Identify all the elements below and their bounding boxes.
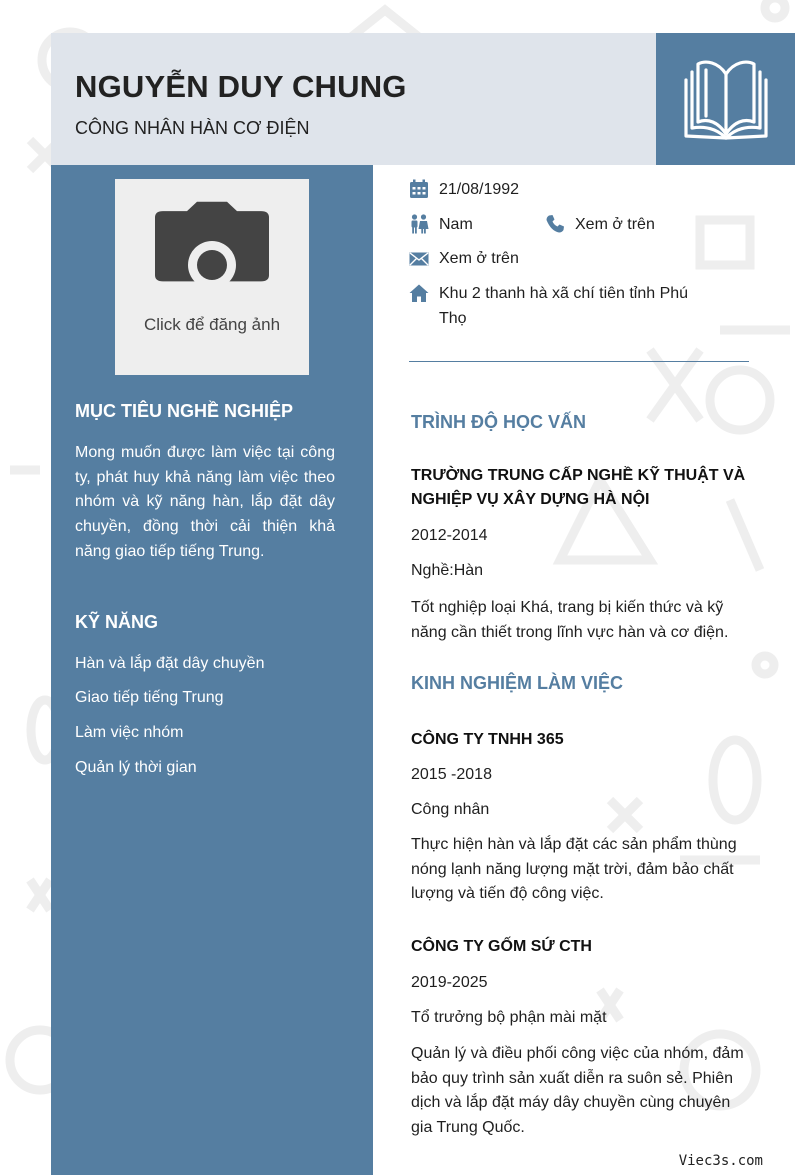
school-name[interactable]: TRƯỜNG TRUNG CẤP NGHỀ KỸ THUẬT VÀ NGHIỆP VỤ XÂY DỰNG HÀ NỘI — [411, 467, 746, 508]
skill-item[interactable]: Giao tiếp tiếng Trung — [75, 689, 224, 706]
main-content — [373, 165, 800, 1175]
objective-heading: MỤC TIÊU NGHỀ NGHIỆP — [75, 401, 294, 421]
gender-value[interactable]: Nam — [439, 216, 473, 233]
email-icon — [409, 249, 429, 269]
divider — [409, 361, 749, 362]
experience-heading: KINH NGHIỆM LÀM VIỆC — [411, 673, 624, 693]
header — [51, 33, 656, 165]
skill-item[interactable]: Làm việc nhóm — [75, 724, 184, 741]
job-description[interactable]: Quản lý và điều phối công việc của nhóm, đảm bảo quy trình sản xuất diễn ra suôn sẻ. Phiên dịch và lắp đặt máy dây chuyền cùng chuyên gia Trung Quốc. — [411, 1045, 744, 1137]
watermark: Viec3s.com — [678, 1153, 763, 1169]
job-description[interactable]: Thực hiện hàn và lắp đặt các sản phẩm thùng nóng lạnh năng lượng mặt trời, đảm bảo chất lượng và tiến độ công việc. — [411, 836, 737, 903]
calendar-icon — [409, 179, 429, 199]
photo-caption: Click để đăng ảnh — [143, 315, 281, 334]
address-line-1[interactable]: Khu 2 thanh hà xã chí tiên tỉnh Phú — [439, 285, 689, 302]
candidate-name[interactable]: NGUYỄN DUY CHUNG — [75, 69, 407, 104]
address-line-2[interactable]: Thọ — [439, 310, 467, 327]
logo-box — [656, 33, 795, 165]
education-heading: TRÌNH ĐỘ HỌC VẤN — [411, 412, 586, 432]
job-period[interactable]: 2019-2025 — [411, 974, 488, 991]
education-period[interactable]: 2012-2014 — [411, 527, 488, 544]
sidebar — [51, 165, 373, 1175]
email-value[interactable]: Xem ở trên — [439, 250, 519, 267]
photo-upload[interactable] — [115, 179, 309, 375]
job-title[interactable]: CÔNG NHÂN HÀN CƠ ĐIỆN — [75, 118, 310, 138]
open-book-icon — [678, 54, 774, 144]
skill-item[interactable]: Quản lý thời gian — [75, 759, 197, 776]
job-position[interactable]: Công nhân — [411, 801, 490, 818]
birthday-value[interactable]: 21/08/1992 — [439, 181, 520, 198]
gender-icon — [409, 214, 429, 234]
phone-icon — [545, 214, 565, 234]
home-icon — [409, 283, 429, 303]
company-name[interactable]: CÔNG TY GỐM SỨ CTH — [411, 938, 592, 955]
skills-heading: KỸ NĂNG — [75, 612, 159, 632]
education-major[interactable]: Nghề:Hàn — [411, 562, 484, 579]
education-description[interactable]: Tốt nghiệp loại Khá, trang bị kiến thức và kỹ năng cần thiết trong lĩnh vực hàn và cơ điện. — [411, 599, 729, 641]
phone-value[interactable]: Xem ở trên — [575, 216, 655, 233]
camera-icon — [115, 179, 309, 309]
job-period[interactable]: 2015 -2018 — [411, 766, 492, 783]
skill-item[interactable]: Hàn và lắp đặt dây chuyền — [75, 655, 265, 672]
company-name[interactable]: CÔNG TY TNHH 365 — [411, 731, 564, 748]
objective-text[interactable]: Mong muốn được làm việc tại công ty, phát huy khả năng làm việc theo nhóm và kỹ năng hàn, lắp đặt dây chuyền, đồng thời cải thiện khả năng giao tiếp tiếng Trung. — [75, 444, 335, 560]
job-position[interactable]: Tổ trưởng bộ phận mài mặt — [411, 1009, 607, 1026]
